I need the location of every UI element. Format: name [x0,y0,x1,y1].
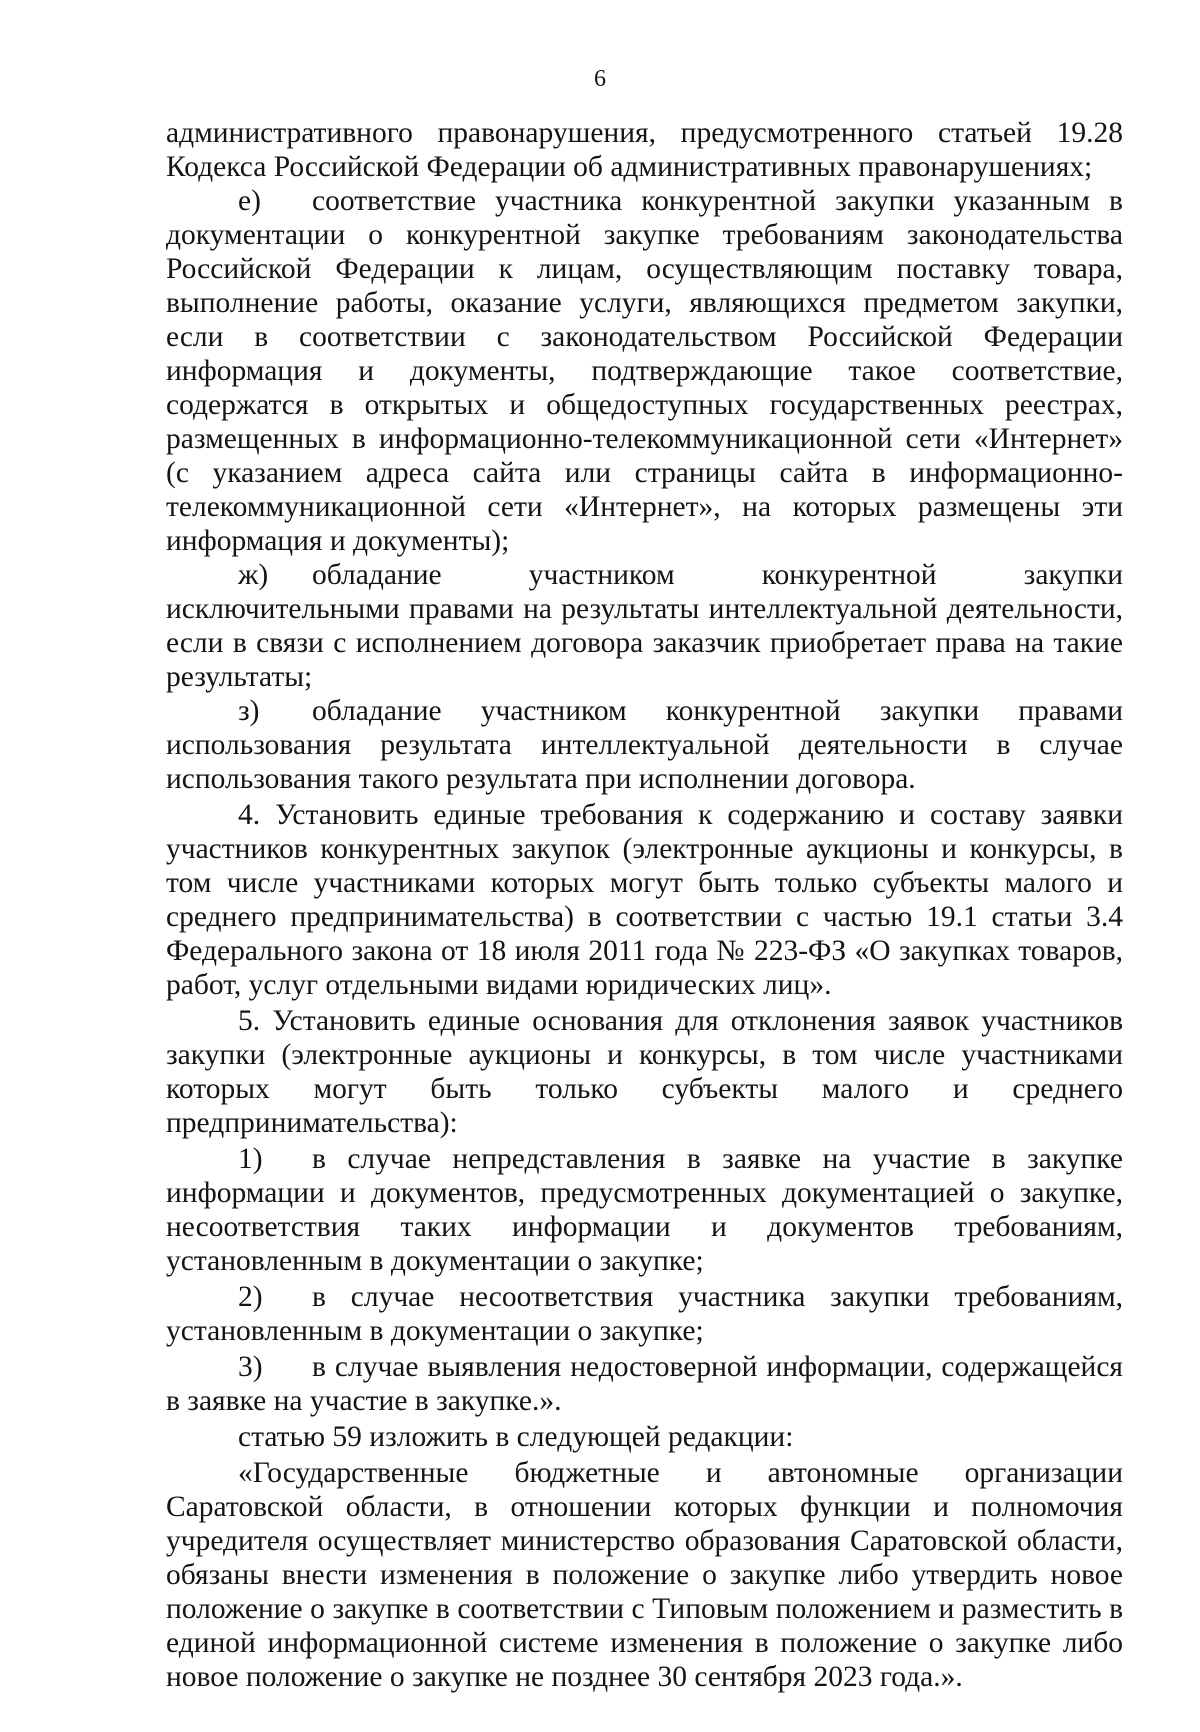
list-marker: з) [238,695,260,727]
paragraph-text: 5. Установить единые основания для отклонения заявок участников закупки (электронные аукционы и конкурсы, в том числе участниками которых могут быть только субъекты малого и среднего предпринимательства): [166,1005,1123,1139]
list-item-3 [166,1350,1123,1418]
list-item-1 [166,1142,1123,1278]
list-marker: 1) [238,1143,263,1175]
list-item-text: в случае несоответствия участника закупки требованиям, установленным в документации о закупке; [166,1281,1123,1347]
list-item-text: обладание участником конкурентной закупки правами использования результата интеллектуальной деятельности в случае использования такого результата при исполнении договора. [166,695,1123,795]
paragraph-text: статью 59 изложить в следующей редакции: [238,1421,794,1453]
paragraph-text: 4. Установить единые требования к содержанию и составу заявки участников конкурентных закупок (электронные аукционы и конкурсы, в том числе участниками которых могут быть только субъекты малого и среднего предпринимательства) в соответствии с частью 19.1 статьи 3.4 Федерального закона от 18 июля 2011 года № 223-ФЗ «О закупках товаров, работ, услуг отдельными видами юридических лиц». [166,799,1123,1001]
list-item-zh [166,558,1123,694]
paragraph-article-59-text [166,1456,1123,1694]
list-item-text: обладание участником конкурентной закупки исключительными правами на результаты интеллектуальной деятельности, если в связи с исполнением договора заказчик приобретает права на такие результаты; [166,559,1123,693]
paragraph-point-5 [166,1004,1123,1140]
page-number: 6 [594,66,606,92]
document-body [166,116,1123,1694]
list-item-text: в случае непредставления в заявке на участие в закупке информации и документов, предусмотренных документацией о закупке, несоответствия таких информации и документов требованиям, установленным в документации о закупке; [166,1143,1123,1277]
list-marker: е) [238,185,261,217]
list-item-text: в случае выявления недостоверной информации, содержащейся в заявке на участие в закупке.». [166,1351,1123,1417]
list-item-z [166,694,1123,796]
paragraph-text: административного правонарушения, предусмотренного статьей 19.28 Кодекса Российской Федерации об административных правонарушениях; [166,117,1123,183]
list-marker: 2) [238,1281,263,1313]
list-item-e [166,184,1123,558]
paragraph-continuation [166,116,1123,184]
paragraph-article-59-intro [166,1420,1123,1454]
list-item-text: соответствие участника конкурентной закупки указанным в документации о конкурентной закупке требованиям законодательства Российской Федерации к лицам, осуществляющим поставку товара, выполнение работы, оказание услуги, являющихся предметом закупки, если в соответствии с законодательством Российской Федерации информация и документы, подтверждающие такое соответствие, содержатся в открытых и общедоступных государственных реестрах, размещенных в информационно-телекоммуникационной сети «Интернет» (с указанием адреса сайта или страницы сайта в информационно-телекоммуникационной сети «Интернет», на которых размещены эти информация и документы); [166,185,1123,557]
paragraph-text: «Государственные бюджетные и автономные организации Саратовской области, в отношении которых функции и полномочия учредителя осуществляет министерство образования Саратовской области, обязаны внести изменения в положение о закупке либо утвердить новое положение о закупке в соответствии с Типовым положением и разместить в единой информационной системе изменения в положение о закупке либо новое положение о закупке не позднее 30 сентября 2023 года.». [166,1457,1123,1693]
paragraph-point-4 [166,798,1123,1002]
list-marker: 3) [238,1351,263,1383]
list-item-2 [166,1280,1123,1348]
list-marker: ж) [238,559,269,591]
